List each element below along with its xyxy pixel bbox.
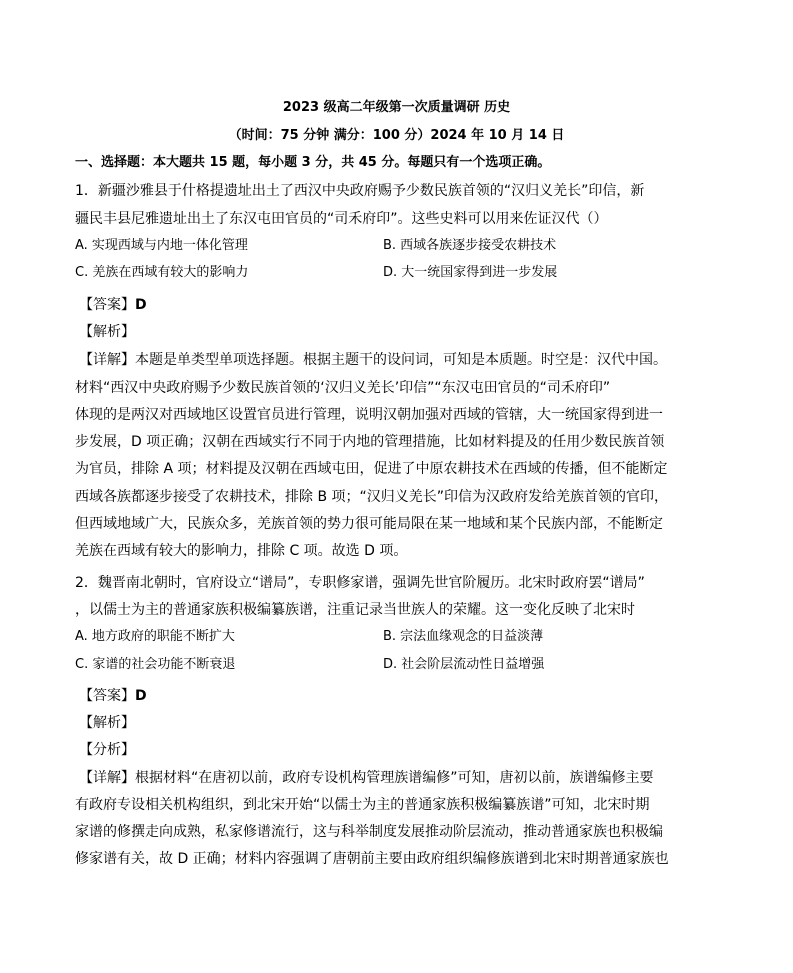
answer-tag: 【答案】 (79, 297, 135, 313)
question-2-analysis-tag: 【解析】 (79, 715, 135, 731)
question-2-option-c: C. 家谱的社会功能不断衰退 (75, 657, 236, 672)
detail-text: 本题是单类型单项选择题。根据主题干的设问词，可知是本质题。时空是：汉代中国。 (135, 352, 667, 368)
question-1-stem-line-2: 疆民丰县尼雅遗址出土了东汉屯田官员的“司禾府印”。这些史料可以用来佐证汉代（） (75, 211, 608, 227)
question-1-detail-line-5: 为官员，排除 A 项；材料提及汉朝在西域屯田，促进了中原农耕技术在西域的传播，但不能断定 (75, 461, 668, 477)
question-1-detail-line-2: 材料“西汉中央政府赐予少数民族首领的‘汉归义羌长’印信”“东汉屯田官员的“司禾府印” (75, 380, 611, 396)
question-2-detail-line-3: 家谱的修撰走向成熟，私家修谱流行，这与科举制度发展推动阶层流动，推动普通家族也积极编 (75, 824, 663, 840)
answer-tag: 【答案】 (79, 688, 135, 704)
question-2-option-b: B. 宗法血缘观念的日益淡薄 (383, 629, 544, 644)
question-1-answer (79, 295, 147, 315)
question-2-detail-line-2: 有政府专设相关机构组织，到北宋开始“以儒士为主的普通家族积极编纂族谱”可知，北宋时期 (75, 797, 650, 813)
question-1-option-a: A. 实现西域与内地一体化管理 (75, 238, 248, 253)
question-1-option-c: C. 羌族在西域有较大的影响力 (75, 265, 249, 280)
answer-value: D (135, 297, 147, 313)
question-2-stem-line-1: 2．魏晋南北朝时，官府设立“谱局”，专职修家谱，强调先世官阶履历。北宋时政府罢“谱局” (75, 575, 645, 591)
question-1-detail-line-3: 体现的是两汉对西域地区设置官员进行管理，说明汉朝加强对西域的管辖，大一统国家得到进一 (75, 407, 663, 423)
question-2-option-d: D. 社会阶层流动性日益增强 (383, 657, 545, 672)
section-heading: 一、选择题：本大题共 15 题，每小题 3 分，共 45 分。每题只有一个选项正确。 (75, 155, 551, 170)
question-1-option-b: B. 西域各族逐步接受农耕技术 (383, 238, 557, 253)
page-title: 2023 级高二年级第一次质量调研 历史 (282, 100, 511, 115)
question-1-detail-line-7: 但西域地域广大，民族众多，羌族首领的势力很可能局限在某一地域和某个民族内部，不能断定 (75, 516, 663, 532)
exam-info: （时间：75 分钟 满分：100 分）2024 年 10 月 14 日 (228, 128, 565, 143)
question-1-stem-line-1: 1．新疆沙雅县于什格提遗址出土了西汉中央政府赐予少数民族首领的“汉归义羌长”印信，新 (75, 183, 645, 199)
question-1-detail-line-4: 步发展，D 项正确；汉朝在西域实行不同于内地的管理措施，比如材料提及的任用少数民族首领 (75, 434, 665, 450)
question-2-fenxi-tag: 【分析】 (79, 742, 135, 758)
question-2-detail-line-1 (79, 768, 654, 788)
question-1-analysis-tag: 【解析】 (79, 324, 135, 340)
question-2-answer (79, 686, 147, 706)
question-1-option-d: D. 大一统国家得到进一步发展 (383, 265, 558, 280)
detail-tag: 【详解】 (79, 352, 135, 368)
question-2-option-a: A. 地方政府的职能不断扩大 (75, 629, 235, 644)
answer-value: D (135, 688, 147, 704)
question-2-stem-line-2: ，以儒士为主的普通家族积极编纂族谱，注重记录当世族人的荣耀。这一变化反映了北宋时 (75, 602, 635, 618)
question-2-detail-line-4: 修家谱有关，故 D 正确；材料内容强调了唐朝前主要由政府组织编修族谱到北宋时期普通家族也 (75, 851, 669, 867)
detail-text: 根据材料“在唐初以前，政府专设机构管理族谱编修”可知，唐初以前，族谱编修主要 (135, 770, 654, 786)
question-1-detail-line-8: 羌族在西域有较大的影响力，排除 C 项。故选 D 项。 (75, 543, 408, 559)
question-1-detail-line-6: 西域各族都逐步接受了农耕技术，排除 B 项；“汉归义羌长”印信为汉政府发给羌族首领的官印， (75, 489, 669, 505)
question-1-detail-line-1 (79, 350, 667, 370)
detail-tag: 【详解】 (79, 770, 135, 786)
